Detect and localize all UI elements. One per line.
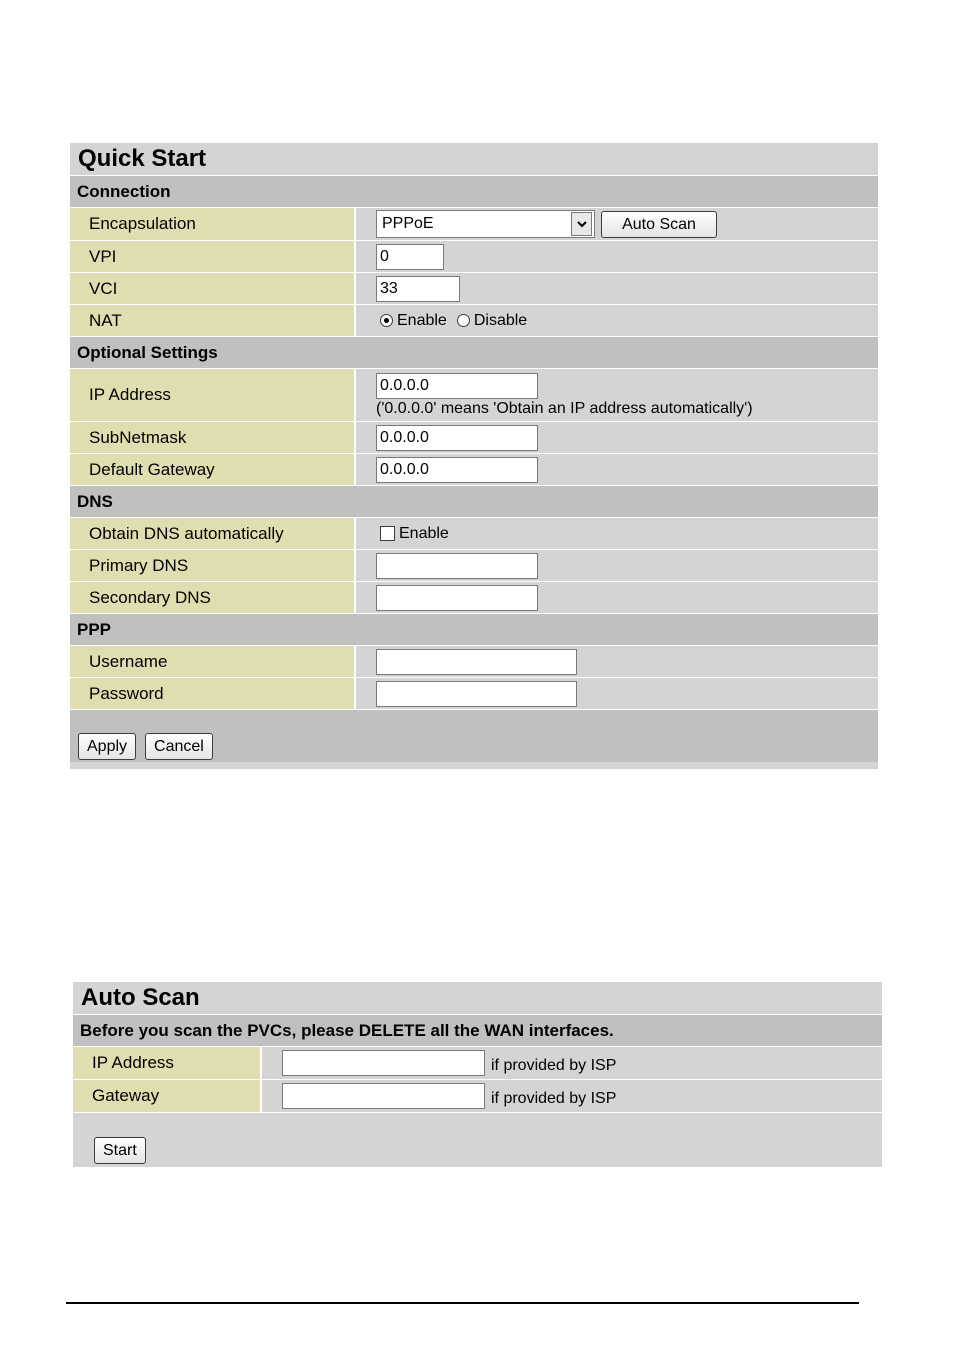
nat-label: NAT <box>70 305 354 336</box>
primary-dns-label: Primary DNS <box>70 550 354 581</box>
nat-disable-label: Disable <box>473 311 528 329</box>
auto-scan-title: Auto Scan <box>73 982 882 1015</box>
nat-row <box>70 305 878 337</box>
section-connection: Connection <box>70 176 878 208</box>
auto-scan-ip-input[interactable] <box>282 1050 485 1076</box>
cancel-button[interactable]: Cancel <box>145 733 213 760</box>
default-gateway-label: Default Gateway <box>70 454 354 485</box>
primary-dns-input[interactable] <box>376 553 538 579</box>
vpi-input[interactable]: 0 <box>376 244 444 270</box>
vci-row <box>70 273 878 305</box>
password-row <box>70 678 878 710</box>
username-row <box>70 646 878 678</box>
auto-scan-actions <box>73 1113 882 1165</box>
encapsulation-row <box>70 208 878 241</box>
chevron-down-icon[interactable] <box>571 212 592 236</box>
obtain-dns-checkbox[interactable] <box>380 526 395 541</box>
section-ppp: PPP <box>70 614 878 646</box>
quick-start-title: Quick Start <box>70 143 878 176</box>
obtain-dns-label: Obtain DNS automatically <box>70 518 354 549</box>
vpi-label: VPI <box>70 241 354 272</box>
quick-start-panel <box>70 143 878 769</box>
subnetmask-label: SubNetmask <box>70 422 354 453</box>
auto-scan-gateway-label: Gateway <box>73 1080 260 1112</box>
auto-scan-button[interactable]: Auto Scan <box>601 211 717 238</box>
auto-scan-panel <box>73 982 882 1167</box>
vci-label: VCI <box>70 273 354 304</box>
secondary-dns-row <box>70 582 878 614</box>
encapsulation-label: Encapsulation <box>70 208 354 240</box>
auto-scan-gateway-row <box>73 1080 882 1113</box>
default-gateway-row <box>70 454 878 486</box>
section-dns: DNS <box>70 486 878 518</box>
footer-rule <box>66 1302 859 1304</box>
vpi-row <box>70 241 878 273</box>
username-input[interactable] <box>376 649 577 675</box>
subnetmask-row <box>70 422 878 454</box>
apply-button[interactable]: Apply <box>78 733 136 760</box>
encapsulation-select[interactable] <box>376 210 595 238</box>
section-optional-settings: Optional Settings <box>70 337 878 369</box>
secondary-dns-input[interactable] <box>376 585 538 611</box>
secondary-dns-label: Secondary DNS <box>70 582 354 613</box>
auto-scan-ip-hint: if provided by ISP <box>491 1057 617 1074</box>
encapsulation-selected-value: PPPoE <box>382 215 434 232</box>
obtain-dns-enable-label: Enable <box>399 524 449 542</box>
auto-scan-notice: Before you scan the PVCs, please DELETE all the WAN interfaces. <box>73 1015 882 1047</box>
auto-scan-gateway-input[interactable] <box>282 1083 485 1109</box>
quick-start-actions <box>70 710 878 762</box>
auto-scan-ip-label: IP Address <box>73 1047 260 1079</box>
ip-address-input[interactable]: 0.0.0.0 <box>376 373 538 399</box>
nat-disable-radio[interactable] <box>457 314 470 327</box>
ip-address-hint: ('0.0.0.0' means 'Obtain an IP address automatically') <box>376 399 753 417</box>
subnetmask-input[interactable]: 0.0.0.0 <box>376 425 538 451</box>
default-gateway-input[interactable]: 0.0.0.0 <box>376 457 538 483</box>
primary-dns-row <box>70 550 878 582</box>
ip-address-label: IP Address <box>70 369 354 421</box>
nat-enable-label: Enable <box>397 311 447 329</box>
vci-input[interactable]: 33 <box>376 276 460 302</box>
ip-address-row <box>70 369 878 422</box>
start-button[interactable]: Start <box>94 1137 146 1164</box>
obtain-dns-row <box>70 518 878 550</box>
radio-selected-dot <box>384 318 389 323</box>
auto-scan-ip-row <box>73 1047 882 1080</box>
password-label: Password <box>70 678 354 709</box>
username-label: Username <box>70 646 354 677</box>
auto-scan-gateway-hint: if provided by ISP <box>491 1090 617 1107</box>
nat-enable-radio[interactable] <box>380 314 393 327</box>
password-input[interactable] <box>376 681 577 707</box>
